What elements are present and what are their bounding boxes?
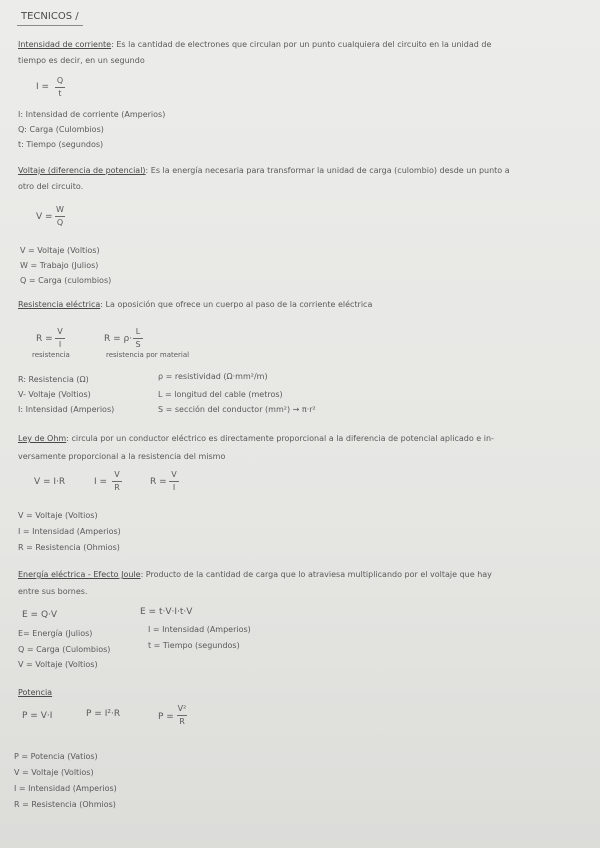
legend-energia-left-2: Q = Carga (Culombios) (18, 645, 111, 654)
formula-ohm-3-fraction (169, 470, 179, 493)
text-energia-line1: : Producto de la cantidad de carga que lo atraviesa multiplicando por el voltaje que hay (140, 570, 492, 579)
heading-resistencia: Resistencia eléctrica (18, 300, 101, 309)
legend-resistencia-right-1: ρ = resistividad (Ω·mm²/m) (158, 372, 268, 381)
fraction-denominator: Q (56, 218, 64, 227)
text-intensidad-line2: tiempo es decir, en un segundo (18, 56, 145, 65)
text-ley-ohm-line2: versamente proporcional a la resistencia del mismo (18, 452, 226, 461)
formula-resistencia-material-fraction (133, 327, 143, 350)
formula-resistencia-lhs: R = (36, 334, 53, 344)
section-ley-ohm (18, 434, 494, 444)
legend-resistencia-left-1: R: Resistencia (Ω) (18, 375, 89, 384)
heading-intensidad: Intensidad de corriente (18, 40, 112, 49)
legend-resistencia-right-2: L = longitud del cable (metros) (158, 390, 283, 399)
formula-ohm-3-lhs: R = (150, 477, 167, 487)
fraction-denominator: t (58, 89, 62, 98)
formula-energia-1: E = Q·V (22, 610, 58, 620)
formula-voltaje-fraction (55, 205, 65, 228)
legend-intensidad-2: Q: Carga (Culombios) (18, 125, 104, 134)
legend-potencia-3: I = Intensidad (Amperios) (14, 784, 117, 793)
legend-ohm-3: R = Resistencia (Ohmios) (18, 543, 120, 552)
section-energia (18, 570, 492, 580)
formula-ohm-2-lhs: I = (94, 477, 108, 487)
note-resistencia: resistencia (32, 351, 70, 359)
legend-potencia-4: R = Resistencia (Ohmios) (14, 800, 116, 809)
text-voltaje-line2: otro del circuito. (18, 182, 84, 191)
section-resistencia (18, 300, 372, 310)
text-ley-ohm-line1: : circula por un conductor eléctrico es directamente proporcional a la diferencia de potencial aplicado e in- (66, 434, 494, 443)
legend-energia-left-1: E= Energía (Julios) (18, 629, 93, 638)
fraction-denominator: I (58, 340, 62, 349)
heading-ley-ohm: Ley de Ohm (18, 434, 67, 443)
fraction-numerator: V² (177, 704, 187, 713)
fraction-denominator: S (135, 340, 141, 349)
legend-energia-right-2: t = Tiempo (segundos) (148, 641, 240, 650)
formula-potencia-3-fraction (177, 704, 187, 727)
note-resistencia-material: resistencia por material (106, 351, 190, 359)
formula-resistencia-fraction (55, 327, 65, 350)
formula-energia-2: E = t·V·I·t·V (140, 607, 193, 617)
legend-voltaje-2: W = Trabajo (Julios) (20, 261, 99, 270)
legend-intensidad-1: I: Intensidad de corriente (Amperios) (18, 110, 166, 119)
formula-ohm-2-fraction (112, 470, 122, 493)
heading-potencia: Potencia (18, 688, 53, 697)
legend-resistencia-right-3: S = sección del conductor (mm²) → π·r² (158, 405, 316, 414)
fraction-denominator: R (179, 717, 185, 726)
fraction-numerator: V (171, 470, 177, 479)
formula-voltaje-lhs: V = (36, 212, 53, 222)
formula-resistencia-material-lhs: R = ρ· (104, 334, 133, 344)
formula-intensidad-lhs: I = (36, 82, 50, 92)
legend-voltaje-3: Q = Carga (culombios) (20, 276, 112, 285)
legend-potencia-2: V = Voltaje (Voltios) (14, 768, 94, 777)
legend-potencia-1: P = Potencia (Vatios) (14, 752, 98, 761)
legend-resistencia-left-2: V- Voltaje (Voltios) (18, 390, 91, 399)
formula-intensidad-fraction (55, 76, 65, 99)
legend-energia-right-1: I = Intensidad (Amperios) (148, 625, 251, 634)
fraction-numerator: Q (56, 76, 64, 85)
text-intensidad-line1: : Es la cantidad de electrones que circulan por un punto cualquiera del circuito en la unidad de (111, 40, 492, 49)
section-potencia (18, 688, 52, 698)
fraction-numerator: W (56, 205, 64, 214)
page-title: TECNICOS / (17, 10, 83, 26)
text-energia-line2: entre sus bornes. (18, 587, 88, 596)
heading-energia: Energía eléctrica - Efecto Joule (18, 570, 141, 579)
legend-ohm-1: V = Voltaje (Voltios) (18, 511, 98, 520)
section-intensidad (18, 40, 491, 50)
legend-voltaje-1: V = Voltaje (Voltios) (20, 246, 100, 255)
heading-voltaje: Voltaje (diferencia de potencial) (18, 166, 146, 175)
formula-potencia-1: P = V·I (22, 711, 53, 721)
text-voltaje-line1: : Es la energía necesaria para transformar la unidad de carga (culombio) desde un punto a (145, 166, 510, 175)
legend-ohm-2: I = Intensidad (Amperios) (18, 527, 121, 536)
fraction-denominator: R (114, 483, 120, 492)
legend-resistencia-left-3: I: Intensidad (Amperios) (18, 405, 115, 414)
section-voltaje (18, 166, 510, 176)
fraction-numerator: V (114, 470, 120, 479)
text-resistencia-line1: : La oposición que ofrece un cuerpo al paso de la corriente eléctrica (100, 300, 373, 309)
formula-potencia-2: P = I²·R (86, 709, 121, 719)
legend-intensidad-3: t: Tiempo (segundos) (18, 140, 104, 149)
formula-ohm-1: V = I·R (34, 477, 66, 487)
fraction-numerator: L (135, 327, 141, 336)
legend-energia-left-3: V = Voltaje (Voltios) (18, 660, 98, 669)
formula-potencia-3-lhs: P = (158, 712, 174, 722)
fraction-denominator: I (172, 483, 176, 492)
fraction-numerator: V (57, 327, 63, 336)
